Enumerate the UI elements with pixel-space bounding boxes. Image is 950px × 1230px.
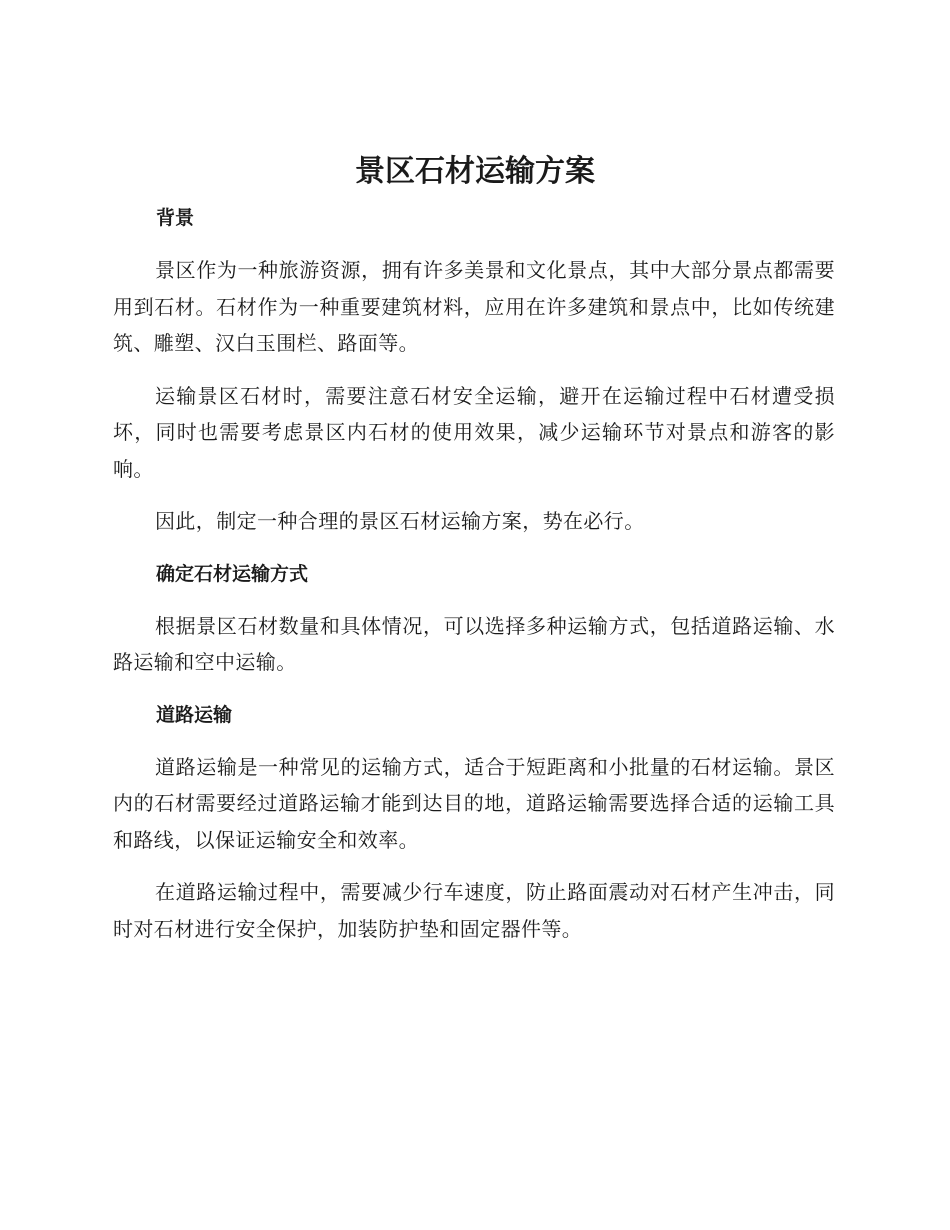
section-road-transport [113, 697, 835, 948]
section-transport-method [113, 556, 835, 681]
document-body [113, 200, 835, 963]
section-heading: 道路运输 [156, 703, 233, 726]
paragraph: 因此，制定一种合理的景区石材运输方案，势在必行。 [155, 509, 645, 533]
paragraph: 运输景区石材时，需要注意石材安全运输，避开在运输过程中石材遭受损坏，同时也需要考虑景区内石材的使用效果，减少运输环节对景点和游客的影响。 [113, 383, 835, 481]
paragraph: 根据景区石材数量和具体情况，可以选择多种运输方式，包括道路运输、水路运输和空中运输。 [113, 613, 835, 674]
section-heading: 确定石材运输方式 [156, 562, 309, 585]
paragraph: 道路运输是一种常见的运输方式，适合于短距离和小批量的石材运输。景区内的石材需要经过道路运输才能到达目的地，道路运输需要选择合适的运输工具和路线，以保证运输安全和效率。 [113, 754, 835, 852]
document-title: 景区石材运输方案 [355, 154, 595, 189]
section-background [113, 200, 835, 540]
section-heading: 背景 [156, 207, 195, 229]
paragraph: 景区作为一种旅游资源，拥有许多美景和文化景点，其中大部分景点都需要用到石材。石材作为一种重要建筑材料，应用在许多建筑和景点中，比如传统建筑、雕塑、汉白玉围栏、路面等。 [113, 258, 835, 355]
paragraph: 在道路运输过程中，需要减少行车速度，防止路面震动对石材产生冲击，同时对石材进行安全保护，加装防护垫和固定器件等。 [113, 880, 835, 941]
